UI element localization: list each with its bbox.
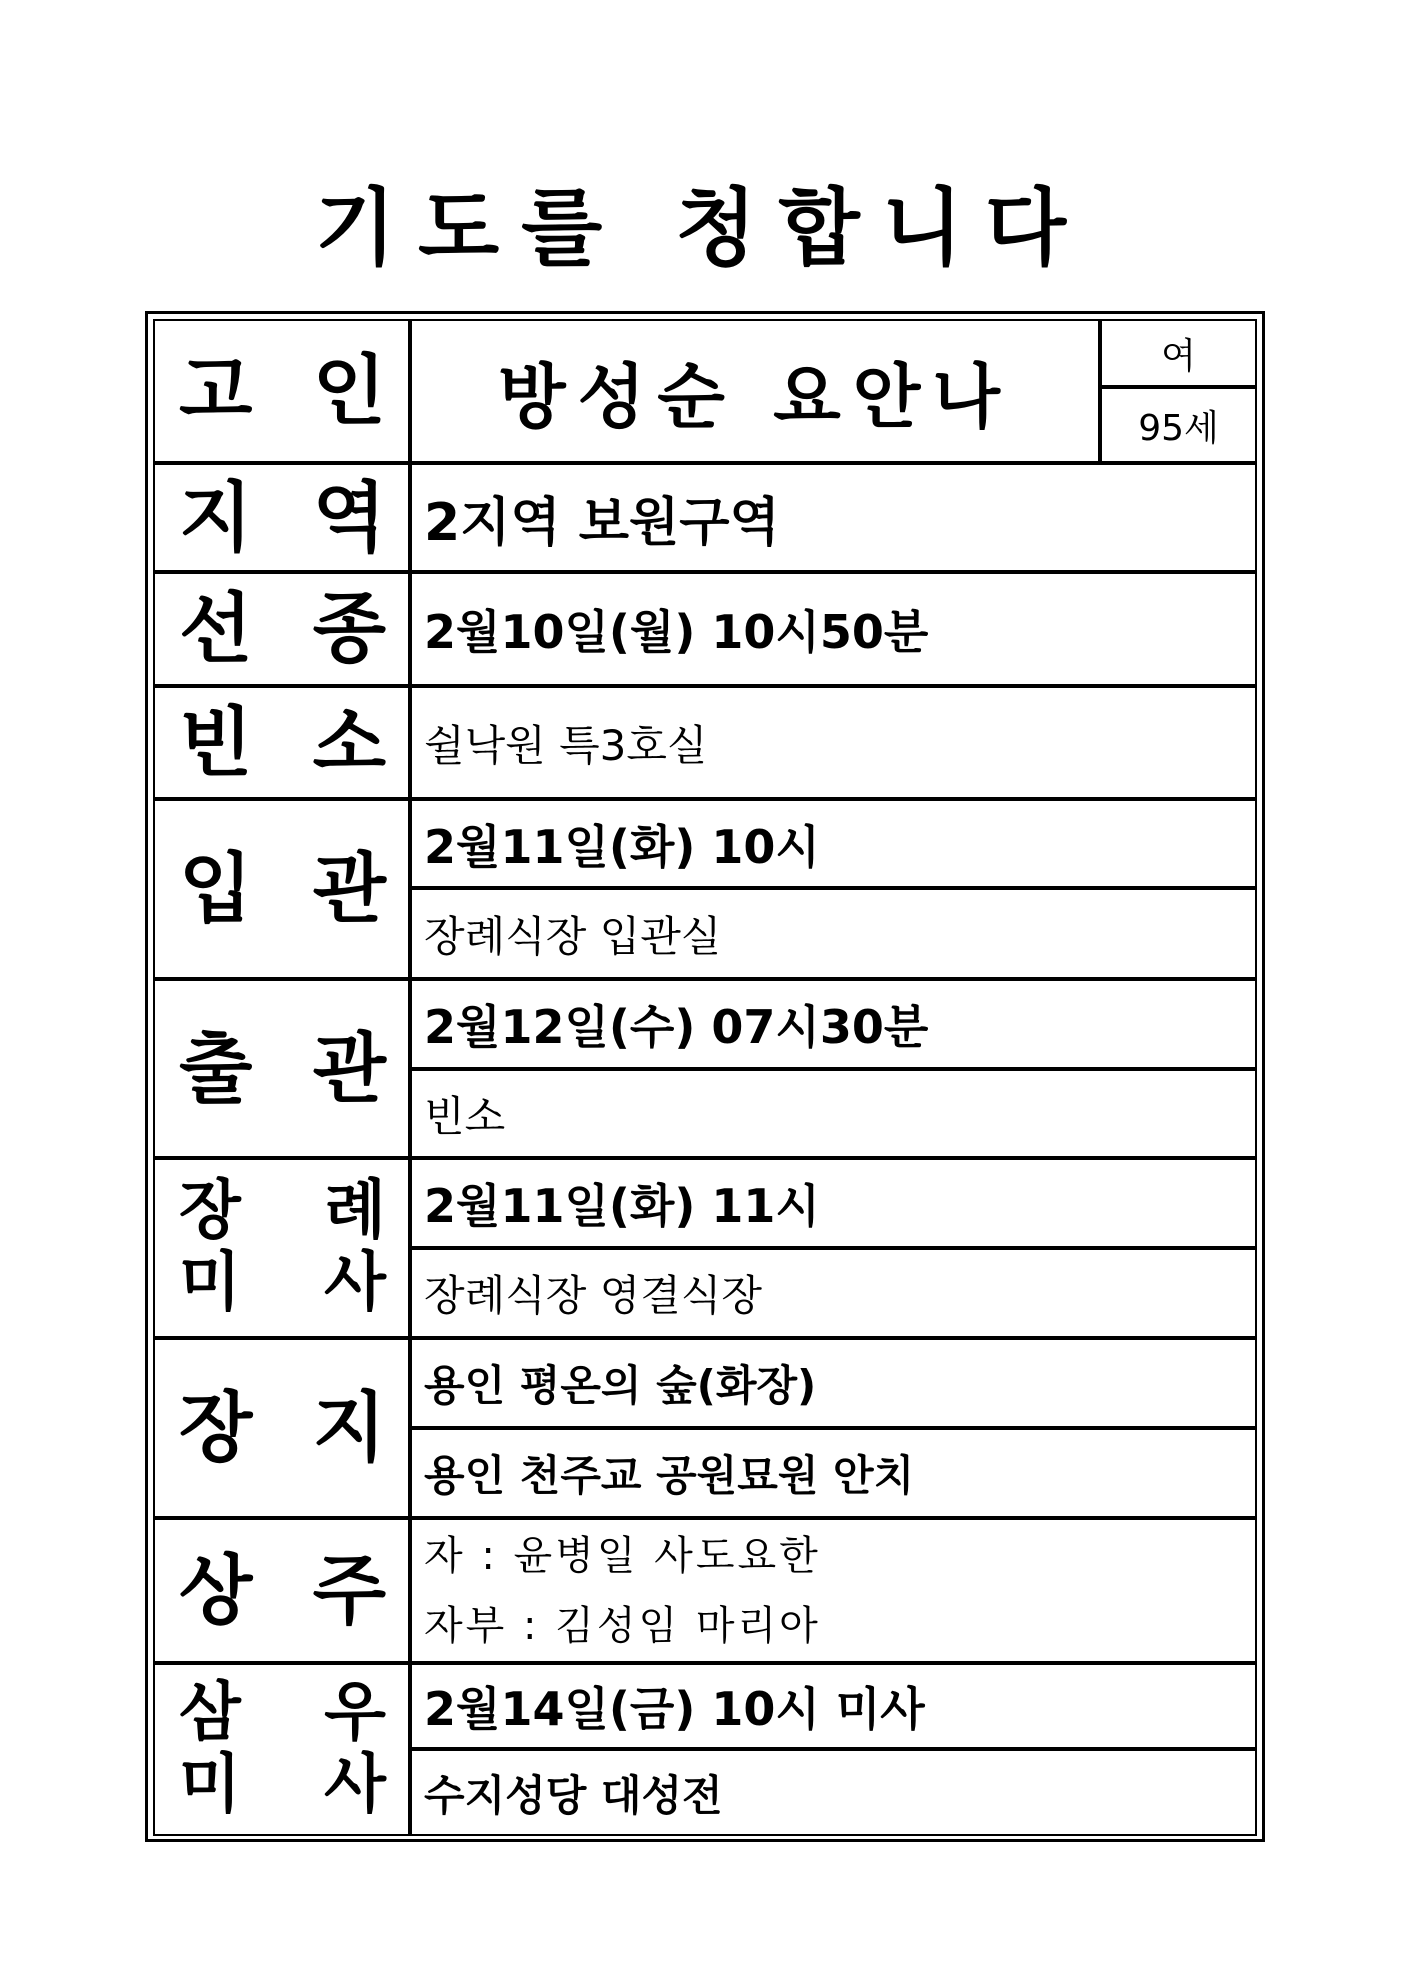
label-burial: 장 지 bbox=[153, 1338, 410, 1518]
encoffinment-time: 2월11일(화) 10시 bbox=[410, 799, 1257, 888]
deceased-name: 방성순 요안나 bbox=[410, 319, 1100, 463]
label-chief-mourner: 상 주 bbox=[153, 1518, 410, 1663]
label-deceased: 고 인 bbox=[153, 319, 410, 463]
label-mortuary: 빈 소 bbox=[153, 686, 410, 799]
chief-mourner-daughter-in-law: 자부 : 김성임 마리아 bbox=[424, 1602, 821, 1649]
label-death: 선 종 bbox=[153, 572, 410, 686]
burial-line2: 용인 천주교 공원묘원 안치 bbox=[410, 1428, 1257, 1518]
chief-mourner-lines bbox=[410, 1518, 1257, 1663]
encoffinment-place: 장례식장 입관실 bbox=[410, 888, 1257, 979]
third-day-mass-time: 2월14일(금) 10시 미사 bbox=[410, 1663, 1257, 1749]
obituary-table bbox=[145, 311, 1265, 1842]
label-region: 지 역 bbox=[153, 463, 410, 572]
page-title: 기도를 청합니다 bbox=[314, 179, 1089, 277]
region-value: 2지역 보원구역 bbox=[410, 463, 1257, 572]
departure-place: 빈소 bbox=[410, 1069, 1257, 1158]
deceased-age: 95세 bbox=[1100, 387, 1257, 463]
burial-line1: 용인 평온의 숲(화장) bbox=[410, 1338, 1257, 1428]
funeral-mass-place: 장례식장 영결식장 bbox=[410, 1248, 1257, 1338]
chief-mourner-son: 자 : 윤병일 사도요한 bbox=[424, 1532, 821, 1579]
departure-time: 2월12일(수) 07시30분 bbox=[410, 979, 1257, 1069]
label-third-day-mass: 삼 우 미 사 bbox=[153, 1663, 410, 1836]
deceased-gender: 여 bbox=[1100, 319, 1257, 387]
mortuary-value: 쉴낙원 특3호실 bbox=[410, 686, 1257, 799]
funeral-mass-time: 2월11일(화) 11시 bbox=[410, 1158, 1257, 1248]
third-day-mass-place: 수지성당 대성전 bbox=[410, 1749, 1257, 1836]
label-departure: 출 관 bbox=[153, 979, 410, 1158]
label-encoffinment: 입 관 bbox=[153, 799, 410, 979]
death-value: 2월10일(월) 10시50분 bbox=[410, 572, 1257, 686]
label-funeral-mass: 장 례 미 사 bbox=[153, 1158, 410, 1338]
